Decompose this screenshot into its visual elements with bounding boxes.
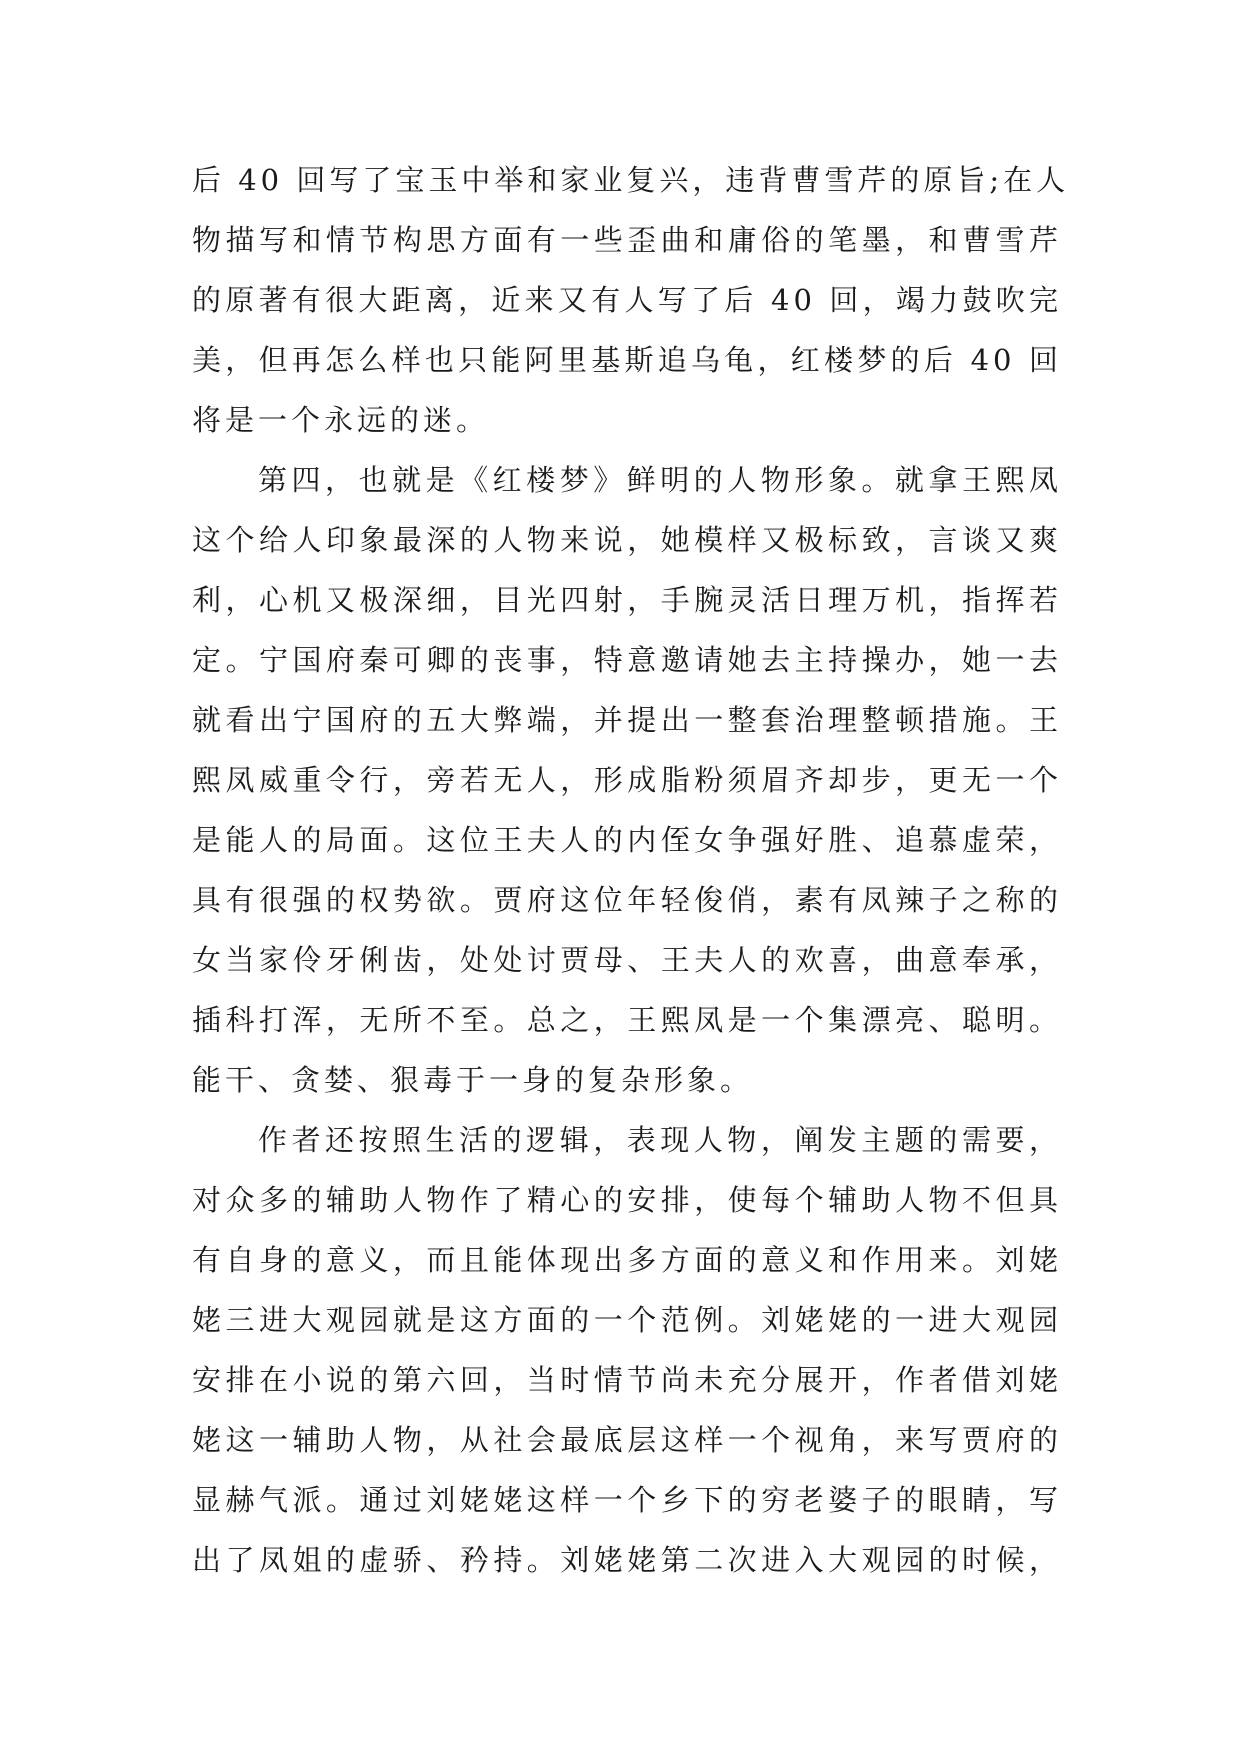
body-text xyxy=(192,150,1070,1590)
text-line: 作者还按照生活的逻辑，表现人物，阐发主题的需要， xyxy=(258,1123,1062,1157)
text-line: 姥这一辅助人物，从社会最底层这样一个视角，来写贾府的 xyxy=(192,1423,1062,1457)
text-line: 第四，也就是《红楼梦》鲜明的人物形象。就拿王熙凤 xyxy=(258,463,1062,497)
text-line: 安排在小说的第六回，当时情节尚未充分展开，作者借刘姥 xyxy=(192,1363,1062,1397)
paragraph xyxy=(192,450,1062,1110)
text-line: 有自身的意义，而且能体现出多方面的意义和作用来。刘姥 xyxy=(192,1243,1062,1277)
text-line: 能干、贪婪、狠毒于一身的复杂形象。 xyxy=(192,1063,754,1097)
text-line: 的原著有很大距离，近来又有人写了后 40 回，竭力鼓吹完 xyxy=(192,283,1062,317)
text-line: 这个给人印象最深的人物来说，她模样又极标致，言谈又爽 xyxy=(192,523,1062,557)
text-line: 熙凤威重令行，旁若无人，形成脂粉须眉齐却步，更无一个 xyxy=(192,763,1062,797)
text-line: 显赫气派。通过刘姥姥这样一个乡下的穷老婆子的眼睛，写 xyxy=(192,1483,1062,1517)
text-line: 插科打浑，无所不至。总之，王熙凤是一个集漂亮、聪明。 xyxy=(192,1003,1062,1037)
text-line: 定。宁国府秦可卿的丧事，特意邀请她去主持操办，她一去 xyxy=(192,643,1062,677)
text-line: 女当家伶牙俐齿，处处讨贾母、王夫人的欢喜，曲意奉承， xyxy=(192,943,1062,977)
text-line: 美，但再怎么样也只能阿里基斯追乌龟，红楼梦的后 40 回 xyxy=(192,343,1062,377)
paragraph xyxy=(192,1110,1062,1590)
text-line: 将是一个永远的迷。 xyxy=(192,403,490,437)
text-line: 后 40 回写了宝玉中举和家业复兴，违背曹雪芹的原旨;在人 xyxy=(192,163,1070,197)
text-line: 物描写和情节构思方面有一些歪曲和庸俗的笔墨，和曹雪芹 xyxy=(192,223,1062,257)
text-line: 对众多的辅助人物作了精心的安排，使每个辅助人物不但具 xyxy=(192,1183,1062,1217)
text-line: 利，心机又极深细，目光四射，手腕灵活日理万机，指挥若 xyxy=(192,583,1062,617)
paragraph xyxy=(192,150,1070,450)
text-line: 出了凤姐的虚骄、矜持。刘姥姥第二次进入大观园的时候， xyxy=(192,1543,1062,1577)
text-line: 是能人的局面。这位王夫人的内侄女争强好胜、追慕虚荣， xyxy=(192,823,1062,857)
text-line: 姥三进大观园就是这方面的一个范例。刘姥姥的一进大观园 xyxy=(192,1303,1062,1337)
text-line: 具有很强的权势欲。贾府这位年轻俊俏，素有凤辣子之称的 xyxy=(192,883,1062,917)
text-line: 就看出宁国府的五大弊端，并提出一整套治理整顿措施。王 xyxy=(192,703,1062,737)
